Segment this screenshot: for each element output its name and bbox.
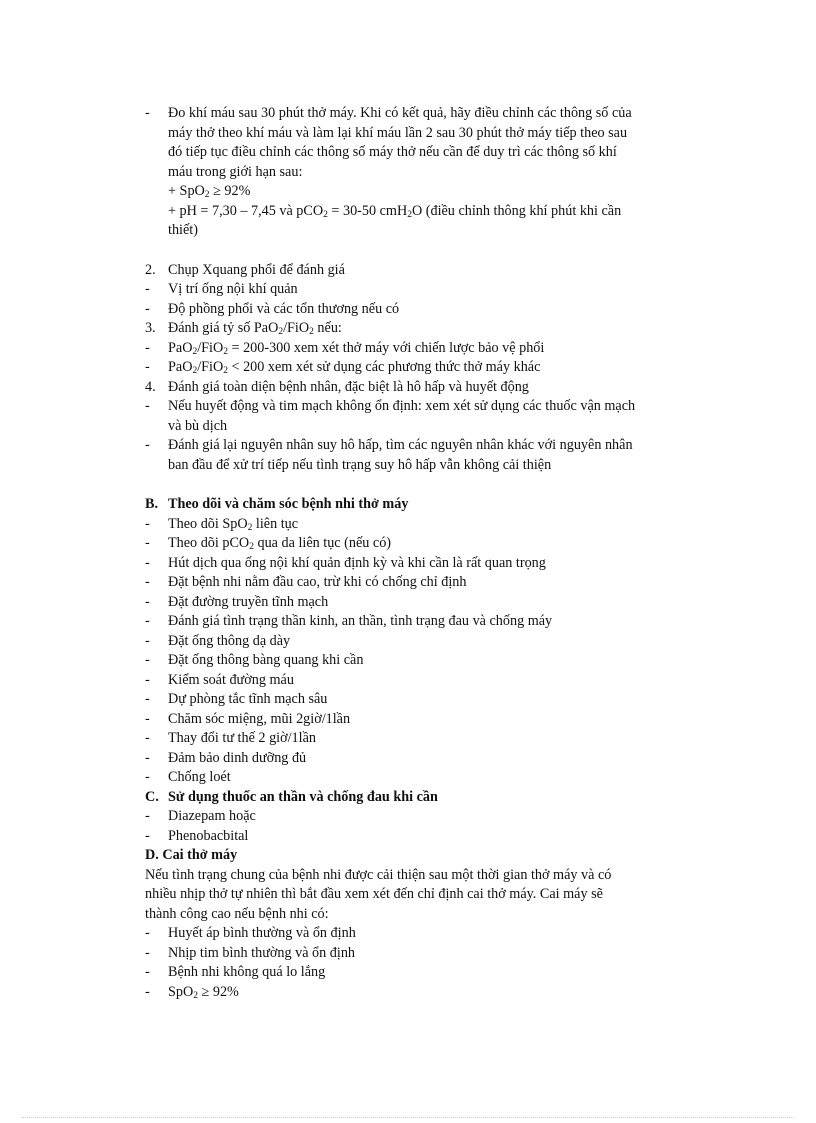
paragraph-line: Nếu tình trạng chung của bệnh nhi được cải thiện sau một thời gian thở máy và có: [145, 866, 612, 883]
item-mark: -: [145, 808, 150, 824]
section-d-title: D. Cai thở máy: [145, 847, 238, 863]
item-mark: 3.: [145, 320, 156, 336]
subscript: 2: [192, 346, 198, 357]
subscript: 2: [278, 327, 284, 337]
item-mark: -: [145, 671, 150, 688]
item-text: = 200-300 xem xét thở máy với chiến lược bảo vệ phổi: [227, 339, 545, 356]
intro-block: [145, 104, 705, 241]
hemo-item: [145, 397, 705, 436]
item-text: Huyết áp bình thường và ổn định: [168, 925, 356, 941]
intro-line-2: máy thở theo khí máu và làm lại khí máu lần 2 sau 30 phút thở máy tiếp theo sau: [168, 124, 628, 141]
subscript: 2: [309, 327, 314, 337]
spo2-value: ≥ 92%: [209, 183, 251, 199]
item-mark: 2.: [145, 261, 156, 278]
item-text: Đặt bệnh nhi nằm đầu cao, trừ khi có chống chỉ định: [168, 574, 467, 590]
item-text: PaO: [168, 339, 193, 356]
item-mark: -: [145, 925, 150, 941]
item-mark: -: [145, 944, 150, 961]
item-text: ban đầu để xử trí tiếp nếu tình trạng suy hô hấp vẫn không cải thiện: [168, 456, 552, 473]
item-mark: -: [145, 398, 150, 414]
item-mark: -: [145, 730, 150, 746]
list-item: [145, 573, 705, 593]
section-b-list: [145, 554, 705, 788]
item-text: Đánh giá toàn diện bệnh nhân, đặc biệt là hô hấp và huyết động: [168, 378, 529, 395]
item-text: < 200 xem xét sử dụng các phương thức thở máy khác: [227, 359, 541, 375]
item-text: Vị trí ống nội khí quản: [168, 281, 298, 297]
subscript: 2: [193, 990, 198, 1001]
list-item: [145, 924, 705, 944]
list-item: [145, 963, 705, 983]
item-mark: -: [145, 593, 150, 610]
list-item: [145, 710, 705, 730]
item-text: qua da liên tục (nếu có): [253, 535, 392, 551]
spacer: [145, 241, 705, 261]
list-item: [145, 827, 705, 847]
item-text: Chăm sóc miệng, mũi 2giờ/1lần: [168, 710, 351, 727]
spo2-label: + SpO: [168, 183, 205, 199]
subscript: 2: [223, 366, 228, 376]
item-text: Theo dõi pCO: [168, 535, 250, 551]
item-mark: -: [145, 827, 150, 844]
section-c-list: [145, 807, 705, 846]
subscript: 2: [247, 522, 253, 533]
item-mark: -: [145, 964, 150, 980]
item-text: Đánh giá tỷ số PaO: [168, 320, 279, 336]
item-mark: -: [145, 339, 150, 356]
item-text: /FiO: [197, 359, 224, 375]
item-text: nếu:: [313, 320, 342, 336]
list-item: [145, 944, 705, 964]
cause-item: [145, 436, 705, 475]
list-item: [145, 729, 705, 749]
bullet-mark: -: [145, 105, 150, 121]
item-mark: -: [145, 710, 150, 727]
list-item: [145, 515, 705, 535]
subscript: 2: [223, 346, 228, 357]
list-item: [145, 749, 705, 769]
list-item: [145, 593, 705, 613]
item-mark: -: [145, 613, 150, 629]
spacer: [145, 475, 705, 495]
list-item: [145, 632, 705, 652]
ph-target-cont: thiết): [168, 222, 198, 238]
section-b-title: [145, 495, 705, 515]
ratio-heading: [145, 319, 705, 339]
section-title: Sử dụng thuốc an thần và chống đau khi cần: [168, 788, 438, 805]
intro-line-4: máu trong giới hạn sau:: [168, 163, 303, 180]
item-text: Độ phồng phổi và các tổn thương nếu có: [168, 300, 400, 317]
item-mark: 4.: [145, 378, 156, 395]
section-mark: B.: [145, 496, 159, 512]
item-text: Chống loét: [168, 769, 231, 785]
item-text: và bù dịch: [168, 417, 228, 434]
item-text: Đánh giá tình trạng thần kinh, an thần, tình trạng đau và chống máy: [168, 613, 553, 629]
item-mark: -: [145, 554, 150, 571]
item-mark: -: [145, 769, 150, 785]
item-text: Đánh giá lại nguyên nhân suy hô hấp, tìm các nguyên nhân khác với nguyên nhân: [168, 437, 633, 453]
item-text: ≥ 92%: [197, 983, 239, 1000]
paragraph-line: thành công cao nếu bệnh nhi có:: [145, 905, 329, 922]
list-item: [145, 300, 705, 320]
subscript: 2: [192, 366, 198, 376]
subscript: 2: [407, 209, 412, 220]
list-item: [145, 671, 705, 691]
item-mark: -: [145, 983, 150, 1000]
item-text: Đặt đường truyền tĩnh mạch: [168, 593, 329, 610]
item-text: Diazepam hoặc: [168, 808, 256, 824]
item-mark: -: [145, 281, 150, 297]
ph-text-b: = 30-50 cmH: [327, 202, 408, 219]
item-mark: -: [145, 652, 150, 668]
subscript: 2: [204, 190, 210, 200]
list-item: [145, 690, 705, 710]
item-text: Nhịp tim bình thường và ổn định: [168, 944, 356, 961]
ph-text-c: O (điều chỉnh thông khí phút khi cần: [411, 202, 622, 219]
document-body: [145, 104, 705, 1002]
page-bottom-border: [22, 1117, 794, 1118]
intro-line-3: đó tiếp tục điều chỉnh các thông số máy thở nếu cần để duy trì các thông số khí: [168, 144, 617, 160]
item-text: Bệnh nhi không quá lo lắng: [168, 964, 326, 980]
item-mark: -: [145, 749, 150, 766]
section-c-title: [145, 788, 705, 808]
list-item: [145, 534, 705, 554]
item-mark: -: [145, 535, 150, 551]
item-text: Thay đổi tư thế 2 giờ/1lần: [168, 730, 316, 746]
item-text: Hút dịch qua ống nội khí quản định kỳ và khi cần là rất quan trọng: [168, 554, 546, 571]
item-mark: -: [145, 437, 150, 453]
section-d-list: [145, 924, 705, 983]
eval-item: [145, 378, 705, 398]
subscript: 2: [323, 209, 328, 220]
section-d-paragraph: [145, 866, 705, 925]
ratio-item-2: [145, 358, 705, 378]
item-mark: -: [145, 632, 150, 649]
item-mark: -: [145, 515, 150, 532]
ratio-item-1: [145, 339, 705, 359]
item-text: /FiO: [197, 339, 224, 356]
item-text: Đặt ống thông bàng quang khi cần: [168, 652, 364, 668]
item-text: /FiO: [283, 320, 310, 336]
item-text: Kiểm soát đường máu: [168, 671, 294, 688]
item-mark: -: [145, 574, 150, 590]
paragraph-line: nhiều nhịp thở tự nhiên thì bắt đầu xem xét đến chỉ định cai thở máy. Cai máy sẽ: [145, 886, 603, 902]
item-text: Đặt ống thông dạ dày: [168, 632, 291, 649]
list-item: [145, 612, 705, 632]
item-text: Đảm bảo dinh dưỡng đủ: [168, 749, 307, 766]
list-item: [145, 554, 705, 574]
item-mark: -: [145, 300, 150, 317]
list-item: [145, 768, 705, 788]
list-item: [145, 651, 705, 671]
intro-line-1: Đo khí máu sau 30 phút thở máy. Khi có kết quả, hãy điều chỉnh các thông số của: [168, 105, 632, 121]
item-text: Chụp Xquang phổi để đánh giá: [168, 261, 345, 278]
section-mark: C.: [145, 788, 159, 805]
section-title: Theo dõi và chăm sóc bệnh nhi thở máy: [168, 496, 409, 512]
item-mark: -: [145, 691, 150, 707]
spo2-target: [168, 182, 705, 202]
list-item: [145, 807, 705, 827]
item-text: Dự phòng tắc tĩnh mạch sâu: [168, 691, 328, 707]
subscript: 2: [249, 542, 254, 552]
item-text: PaO: [168, 359, 193, 375]
item-text: liên tục: [252, 515, 299, 532]
item-text: Nếu huyết động và tim mạch không ổn định: xem xét sử dụng các thuốc vận mạch: [168, 398, 636, 414]
ph-text-a: + pH = 7,30 – 7,45 và pCO: [168, 202, 324, 219]
item-mark: -: [145, 359, 150, 375]
ph-target: [168, 202, 705, 222]
list-item: [145, 280, 705, 300]
list-item: [145, 261, 705, 281]
item-text: Theo dõi SpO: [168, 515, 248, 532]
item-text: Phenobacbital: [168, 827, 249, 844]
list-item: [145, 983, 705, 1003]
item-text: SpO: [168, 983, 194, 1000]
